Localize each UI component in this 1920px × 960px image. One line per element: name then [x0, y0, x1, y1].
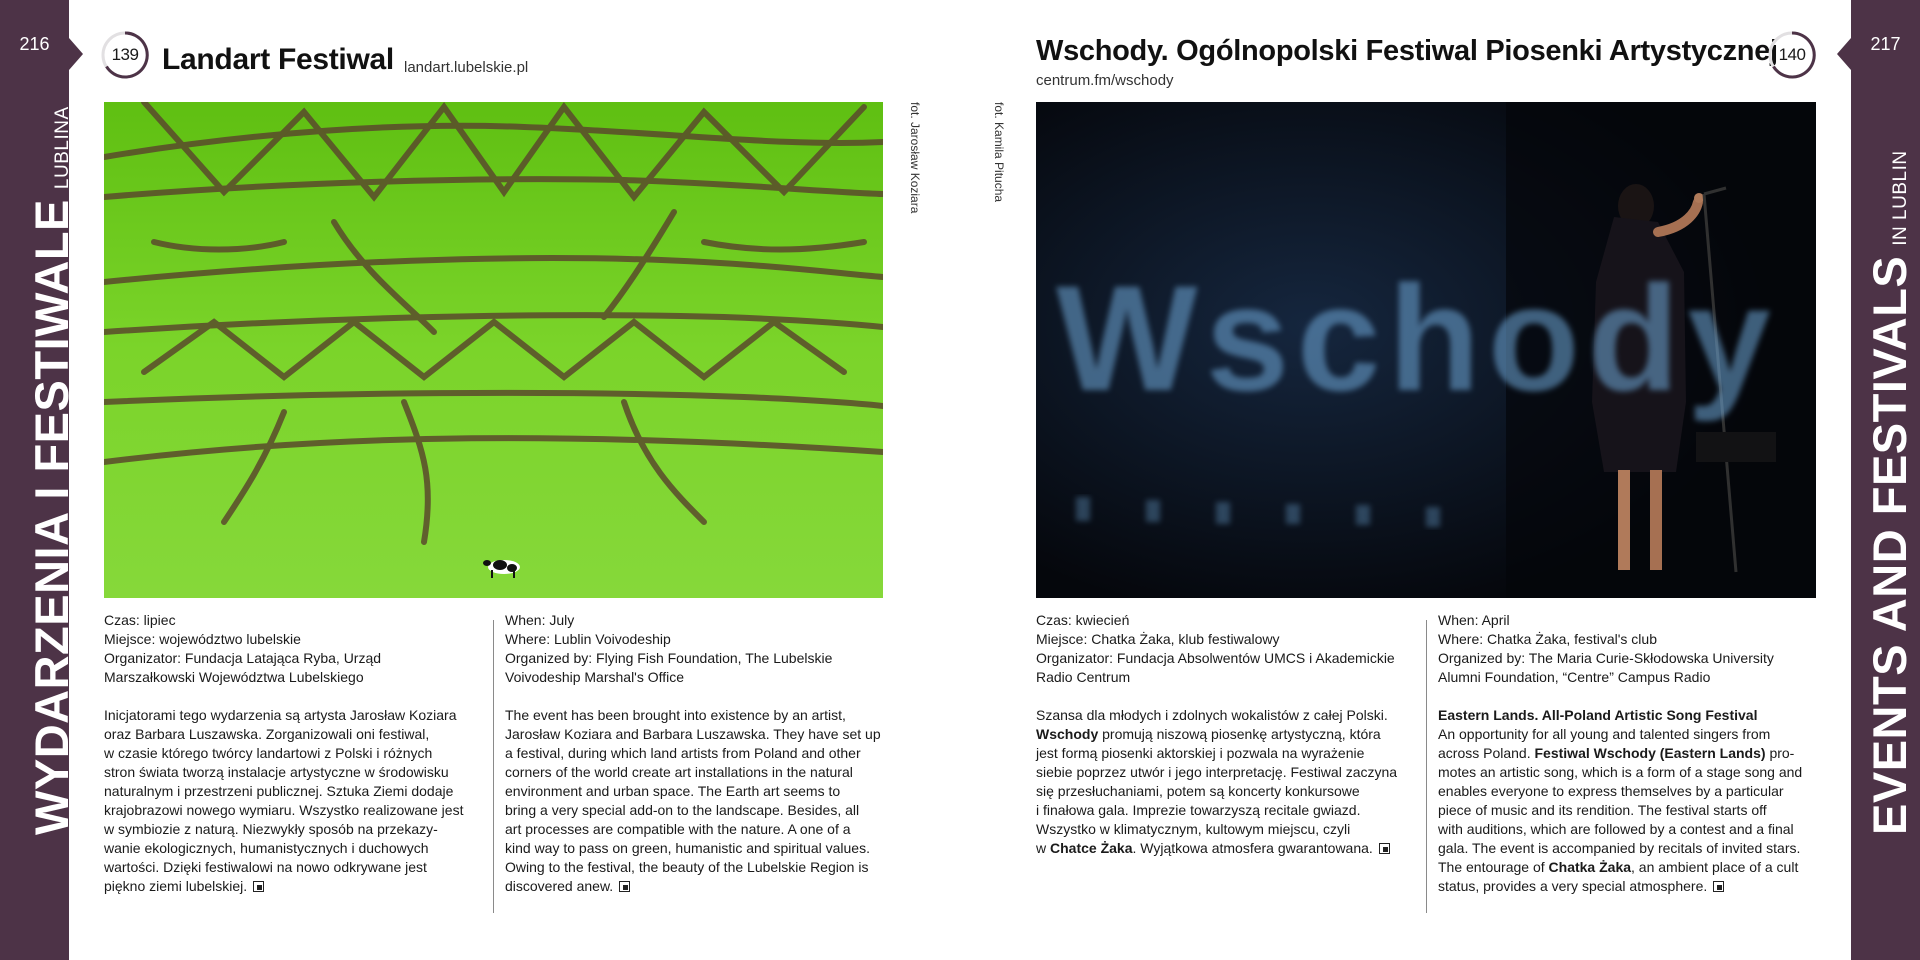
body-line: Owing to the festival, the beauty of the Lubelskie Region is [505, 859, 869, 875]
body-line: piękno ziemi lubelskiej. [104, 877, 494, 896]
photo-credit-pitucha: fot. Kamila Pitucha [992, 102, 1006, 203]
section-title-pl: WYDARZENIA I FESTIWALE [25, 199, 78, 835]
info-line: When: July [505, 612, 575, 628]
end-mark-icon [619, 881, 630, 892]
info-line: Marszałkowski Województwa Lubelskiego [104, 669, 364, 685]
landart-english-text [505, 611, 895, 896]
body-line: w czasie którego twórcy landartowi z Polski i różnych [104, 745, 433, 761]
vertical-section-title-right [1862, 150, 1917, 835]
body-line: w symbiozie z naturą. Niezwykły sposób na przekazy- [104, 821, 438, 837]
wschody-stage-photo [1036, 102, 1816, 598]
landart-grass-image [104, 102, 883, 598]
body-line: stron świata tworzą instalacje artystyczne w środowisku [104, 764, 449, 780]
body-line: i finałowa gala. Imprezie towarzyszą recitale gwiazd. [1036, 802, 1361, 818]
info-line: Czas: kwiecień [1036, 612, 1130, 628]
body-line: art processes are compatible with the nature. A one of a [505, 821, 851, 837]
column-divider [1426, 620, 1427, 913]
body-line: with auditions, which are followed by a contest and a final [1438, 821, 1794, 837]
info-line: When: April [1438, 612, 1510, 628]
section-subtitle-en: IN LUBLIN [1890, 150, 1911, 246]
body-line: discovered anew. [505, 877, 895, 896]
entry-url-wschody[interactable]: centrum.fm/wschody [1036, 72, 1174, 89]
entry-title-wschody: Wschody. Ogólnopolski Festiwal Piosenki Artystycznej [1036, 35, 1778, 67]
info-line: Voivodeship Marshal's Office [505, 669, 685, 685]
body-line: Wschody promują niszową piosenkę artystyczną, która [1036, 726, 1381, 742]
entry-number-badge-140 [1767, 30, 1817, 80]
body-line: wanie ekologicznych, humanistycznych i duchowych [104, 840, 429, 856]
column-divider [493, 620, 494, 913]
body-line: The entourage of Chatka Żaka, an ambient place of a cult [1438, 859, 1799, 875]
info-line: Miejsce: Chatka Żaka, klub festiwalowy [1036, 631, 1280, 647]
body-line: An opportunity for all young and talented singers from [1438, 726, 1771, 742]
body-line: kind way to pass on green, humanistic and spiritual values. [505, 840, 870, 856]
landart-photo [104, 102, 883, 598]
vertical-section-title-left [24, 106, 79, 835]
body-line: Inicjatorami tego wydarzenia są artysta Jarosław Koziara [104, 707, 457, 723]
wschody-english-text [1438, 611, 1838, 896]
entry-title-landart: Landart Festiwal [162, 43, 394, 76]
left-sidebar [0, 0, 78, 960]
section-title-en: EVENTS AND FESTIVALS [1863, 255, 1916, 835]
entry-number: 139 [111, 45, 139, 64]
info-line: Czas: lipiec [104, 612, 176, 628]
landart-polish-text [104, 611, 494, 896]
end-mark-icon [1713, 881, 1724, 892]
body-line: siebie poprzez utwór i jego interpretację. Festiwal zaczyna [1036, 764, 1398, 780]
photo-credit-koziara: fot. Jarosław Koziara [908, 102, 922, 214]
body-line: oraz Barbara Luszawska. Zorganizowali oni festiwal, [104, 726, 430, 742]
info-line: Miejsce: województwo lubelskie [104, 631, 301, 647]
body-line: corners of the world create art installations in the natural [505, 764, 853, 780]
page-number-right: 217 [1870, 34, 1901, 54]
info-line: Radio Centrum [1036, 669, 1131, 685]
body-line: bring a very special add-on to the landscape. Besides, all [505, 802, 860, 818]
entry-number: 140 [1778, 45, 1806, 64]
body-line: enables everyone to express themselves by a particular [1438, 783, 1784, 799]
body-line: piece of music and its rendition. The festival starts off [1438, 802, 1767, 818]
end-mark-icon [253, 881, 264, 892]
body-line: naturalnym i przestrzeni publicznej. Sztuka Ziemi dodaje [104, 783, 454, 799]
info-line: Organizator: Fundacja Absolwentów UMCS i Akademickie [1036, 650, 1395, 666]
wschody-polish-text [1036, 611, 1426, 858]
page-number-left: 216 [19, 34, 50, 54]
body-line: The event has been brought into existence by an artist, [505, 707, 846, 723]
body-line: Wszystko w klimatycznym, kultowym miejscu, czyli [1036, 821, 1351, 837]
body-line: environment and urban space. The Earth art seems to [505, 783, 841, 799]
body-heading: Eastern Lands. All-Poland Artistic Song Festival [1438, 707, 1758, 723]
end-mark-icon [1379, 843, 1390, 854]
body-line: across Poland. Festiwal Wschody (Eastern Lands) pro- [1438, 745, 1795, 761]
entry-number-badge-139 [100, 30, 150, 80]
body-line: a festival, during which land artists from Poland and other [505, 745, 861, 761]
body-line: motes an artistic song, which is a form of a stage song and [1438, 764, 1803, 780]
body-line: gala. The event is accompanied by recitals of invited stars. [1438, 840, 1801, 856]
body-line: w Chatce Żaka. Wyjątkowa atmosfera gwarantowana. [1036, 839, 1426, 858]
info-line: Alumni Foundation, “Centre” Campus Radio [1438, 669, 1711, 685]
body-line: Szansa dla młodych i zdolnych wokalistów z całej Polski. [1036, 707, 1388, 723]
sidebar-notch-right [1837, 38, 1851, 70]
body-line: krajobrazowi nowego wymiaru. Wszystko realizowane jest [104, 802, 464, 818]
photo-backdrop-text: Wschody [1056, 254, 1779, 422]
info-line: Organized by: The Maria Curie-Skłodowska University [1438, 650, 1774, 666]
body-line: się przesłuchaniami, potem są koncerty konkursowe [1036, 783, 1360, 799]
entry-url-landart[interactable]: landart.lubelskie.pl [404, 59, 529, 76]
sidebar-notch-left [69, 38, 83, 70]
body-line: Jarosław Koziara and Barbara Luszawska. They have set up [505, 726, 881, 742]
info-line: Where: Lublin Voivodeship [505, 631, 671, 647]
body-line: status, provides a very special atmosphere. [1438, 877, 1838, 896]
body-line: jest formą piosenki aktorskiej i pozwala na wyrażenie [1036, 745, 1365, 761]
info-line: Organized by: Flying Fish Foundation, The Lubelskie [505, 650, 833, 666]
section-subtitle-pl: LUBLINA [52, 106, 73, 190]
info-line: Where: Chatka Żaka, festival's club [1438, 631, 1657, 647]
info-line: Organizator: Fundacja Latająca Ryba, Urząd [104, 650, 382, 666]
body-line: wartości. Dzięki festiwalowi na nowo odkrywane jest [104, 859, 427, 875]
